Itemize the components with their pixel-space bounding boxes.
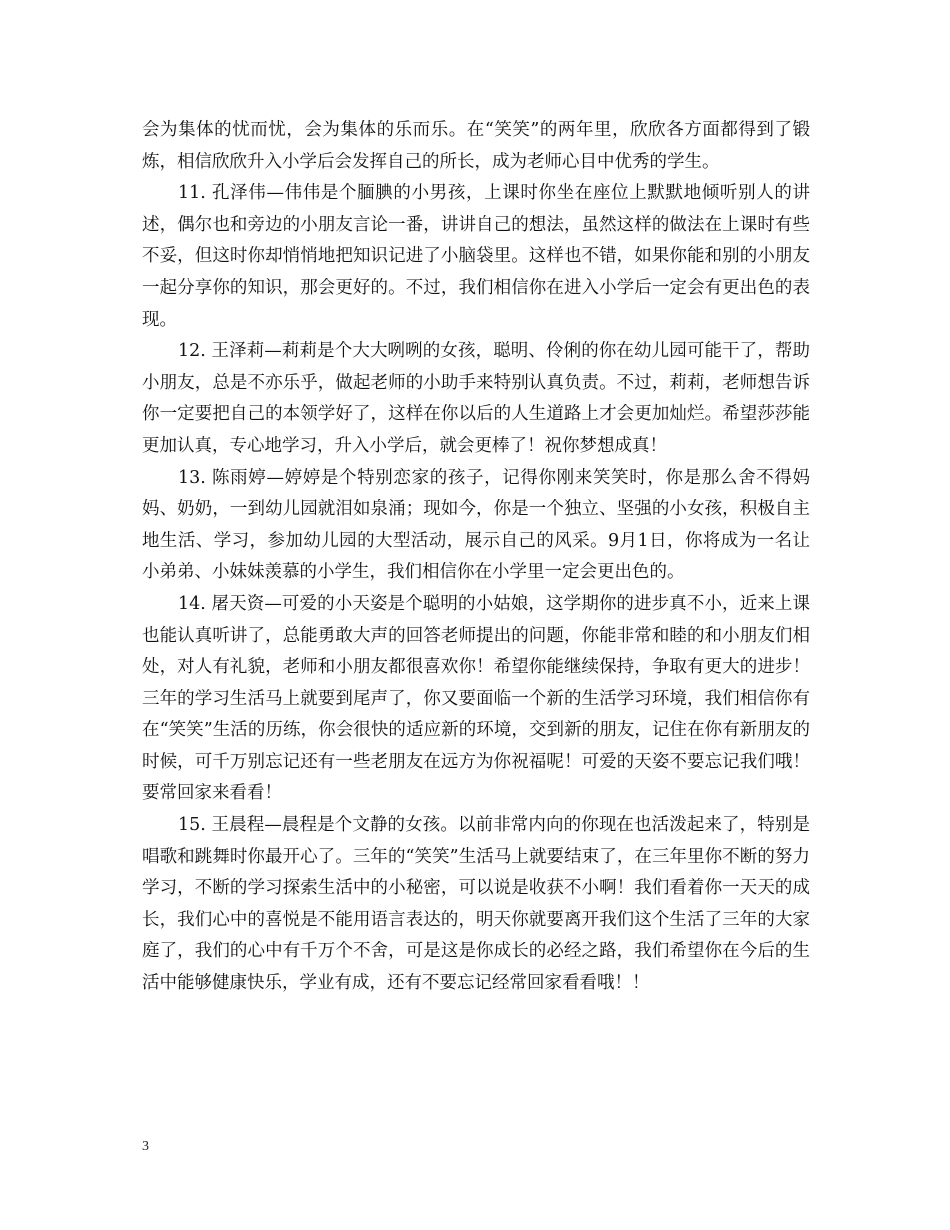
- paragraph-item-11: 11. 孔泽伟—伟伟是个腼腆的小男孩，上课时你坐在座位上默默地倾听别人的讲述，偶尔也和旁边的小朋友言论一番，讲讲自己的想法，虽然这样的做法在上课时有些不妥，但这时你却悄悄地把知识记进了小脑袋里。这样也不错，如果你能和别的小朋友一起分享你的知识，那会更好的。不过，我们相信你在进入小学后一定会有更出色的表现。: [142, 183, 810, 330]
- paragraph-item-15: 15. 王晨程—晨程是个文静的女孩。以前非常内向的你现在也活泼起来了，特别是唱歌和跳舞时你最开心了。三年的“笑笑”生活马上就要结束了，在三年里你不断的努力学习，不断的学习探索生活中的小秘密，可以说是收获不小啊！我们看着你一天天的成长，我们心中的喜悦是不能用语言表达的，明天你就要离开我们这个生活了三年的大家庭了，我们的心中有千万个不舍，可是这是你成长的必经之路，我们希望你在今后的生活中能够健康快乐，学业有成，还有不要忘记经常回家看看哦！！: [142, 815, 810, 994]
- document-body: [142, 115, 810, 1000]
- paragraph-item-14: 14. 屠天资—可爱的小天姿是个聪明的小姑娘，这学期你的进步真不小，近来上课也能认真听讲了，总能勇敢大声的回答老师提出的问题，你能非常和睦的和小朋友们相处，对人有礼貌，老师和小朋友都很喜欢你！希望你能继续保持，争取有更大的进步！三年的学习生活马上就要到尾声了，你又要面临一个新的生活学习环境，我们相信你有在“笑笑”生活的历练，你会很快的适应新的环境，交到新的朋友，记住在你有新朋友的时候，可千万别忘记还有一些老朋友在远方为你祝福呢！可爱的天姿不要忘记我们哦！要常回家来看看！: [142, 593, 810, 804]
- paragraph-item-12: 12. 王泽莉—莉莉是个大大咧咧的女孩，聪明、伶俐的你在幼儿园可能干了，帮助小朋友，总是不亦乐乎，做起老师的小助手来特别认真负责。不过，莉莉，老师想告诉你一定要把自己的本领学好了，这样在你以后的人生道路上才会更加灿烂。希望莎莎能更加认真，专心地学习，升入小学后，就会更棒了！祝你梦想成真！: [142, 341, 810, 456]
- paragraph-item-13: 13. 陈雨婷—婷婷是个特别恋家的孩子，记得你刚来笑笑时，你是那么舍不得妈妈、奶奶，一到幼儿园就泪如泉涌；现如今，你是一个独立、坚强的小女孩，积极自主地生活、学习，参加幼儿园的大型活动，展示自己的风采。9月1日，你将成为一名让小弟弟、小妹妹羡慕的小学生，我们相信你在小学里一定会更出色的。: [142, 467, 810, 583]
- paragraph-continuation: 会为集体的忧而忧，会为集体的乐而乐。在“笑笑”的两年里，欣欣各方面都得到了锻炼，相信欣欣升入小学后会发挥自己的所长，成为老师心目中优秀的学生。: [142, 120, 810, 172]
- page-number: 3: [142, 1139, 149, 1154]
